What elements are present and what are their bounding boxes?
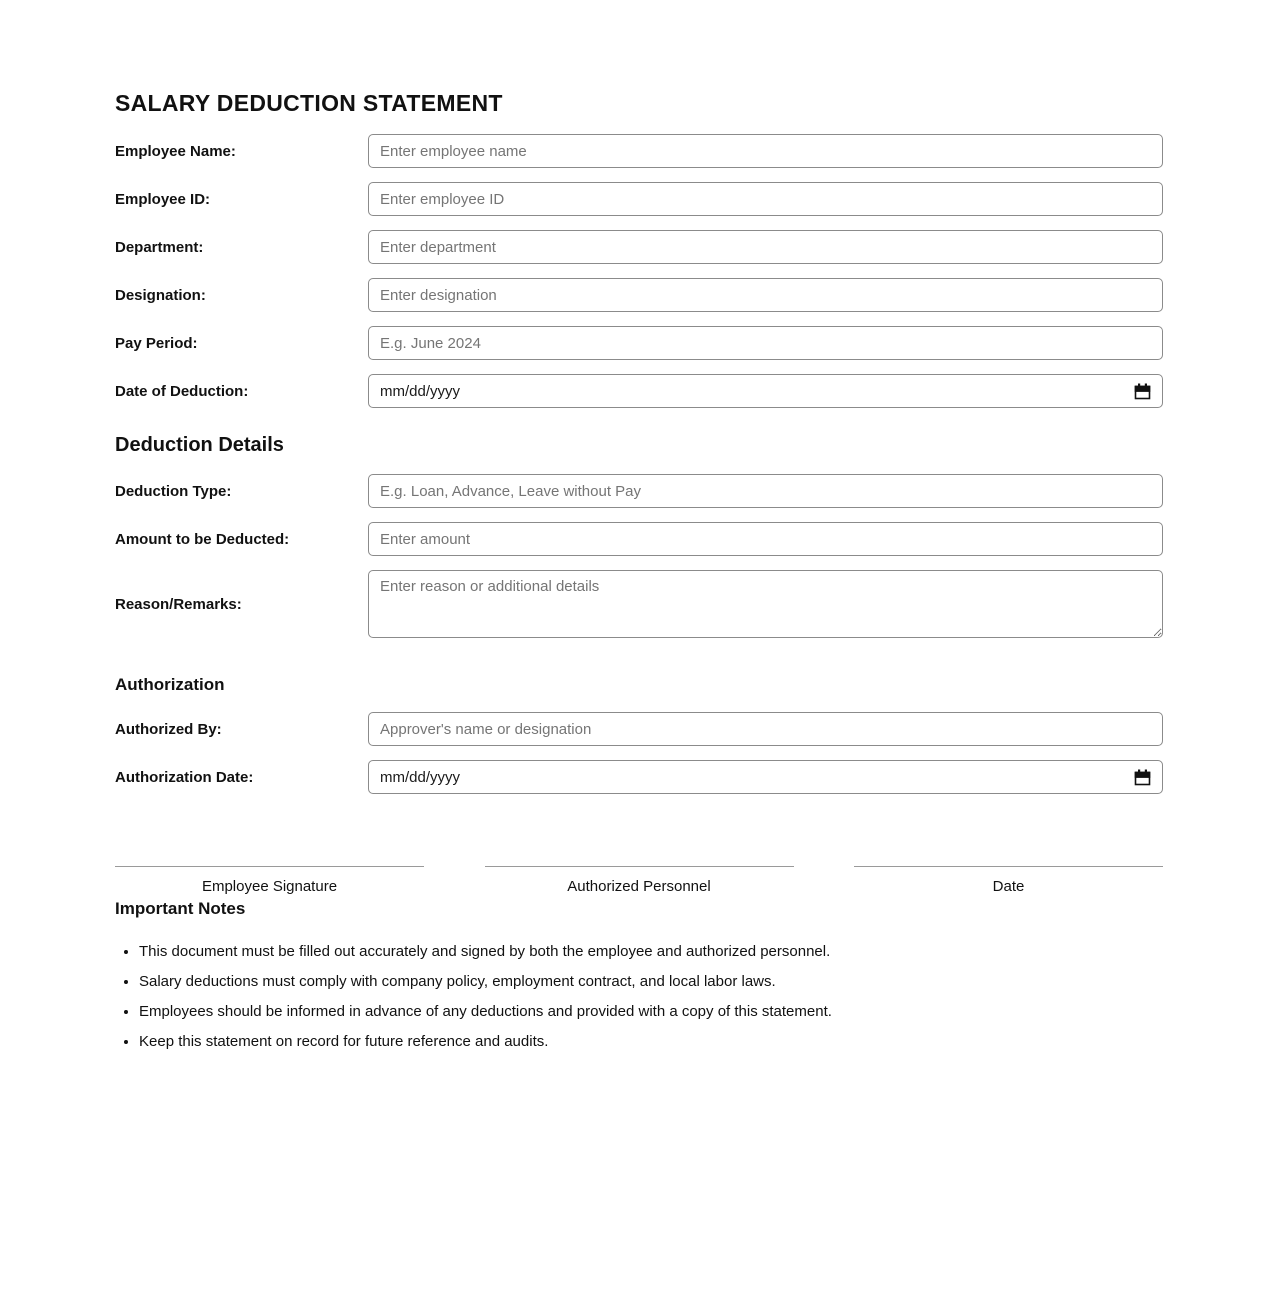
- employee-name-input[interactable]: [368, 134, 1163, 168]
- deduction-type-input[interactable]: [368, 474, 1163, 508]
- designation-label: Designation:: [115, 286, 206, 304]
- deduction-type-row: [115, 474, 1163, 508]
- calendar-icon[interactable]: [1134, 769, 1151, 786]
- reason-row: [115, 570, 1163, 638]
- authorization-heading: Authorization: [115, 675, 225, 694]
- date-placeholder-text: mm/dd/yyyy: [380, 768, 461, 786]
- date-signature-line: Date: [854, 866, 1163, 895]
- authorized-personnel-signature-line: Authorized Personnel: [485, 866, 794, 895]
- employee-id-label: Employee ID:: [115, 190, 211, 208]
- amount-row: [115, 522, 1163, 556]
- signature-block: [115, 866, 1163, 895]
- page-title: SALARY DEDUCTION STATEMENT: [115, 90, 503, 116]
- employee-id-input[interactable]: [368, 182, 1163, 216]
- department-input[interactable]: [368, 230, 1163, 264]
- reason-textarea[interactable]: [368, 570, 1163, 638]
- authorization-date-row: [115, 760, 1163, 794]
- important-notes-list: [115, 942, 1163, 1051]
- amount-input[interactable]: [368, 522, 1163, 556]
- note-item: • Employees should be informed in advance of any deductions and provided with a copy of this statement.: [139, 1002, 1163, 1021]
- salary-deduction-form: [115, 0, 1163, 1051]
- department-label: Department:: [115, 238, 204, 256]
- employee-name-label: Employee Name:: [115, 142, 236, 160]
- employee-name-row: [115, 134, 1163, 168]
- reason-label: Reason/Remarks:: [115, 595, 242, 613]
- deduction-type-label: Deduction Type:: [115, 482, 232, 500]
- pay-period-input[interactable]: [368, 326, 1163, 360]
- date-of-deduction-row: [115, 374, 1163, 408]
- note-item: • Salary deductions must comply with company policy, employment contract, and local labor laws.: [139, 972, 1163, 991]
- date-placeholder-text: mm/dd/yyyy: [380, 382, 461, 400]
- authorization-date-input[interactable]: [368, 760, 1163, 794]
- employee-id-row: [115, 182, 1163, 216]
- designation-row: [115, 278, 1163, 312]
- calendar-icon[interactable]: [1134, 383, 1151, 400]
- deduction-details-heading: Deduction Details: [115, 434, 284, 456]
- important-notes-heading: Important Notes: [115, 899, 246, 918]
- date-of-deduction-input[interactable]: [368, 374, 1163, 408]
- pay-period-row: [115, 326, 1163, 360]
- note-item: • Keep this statement on record for future reference and audits.: [139, 1032, 1163, 1051]
- authorization-date-label: Authorization Date:: [115, 768, 254, 786]
- amount-label: Amount to be Deducted:: [115, 530, 290, 548]
- authorized-by-input[interactable]: [368, 712, 1163, 746]
- note-item: • This document must be filled out accurately and signed by both the employee and authorized personnel.: [139, 942, 1163, 961]
- employee-signature-line: Employee Signature: [115, 866, 424, 895]
- authorized-by-label: Authorized By:: [115, 720, 222, 738]
- date-of-deduction-label: Date of Deduction:: [115, 382, 249, 400]
- department-row: [115, 230, 1163, 264]
- authorized-by-row: [115, 712, 1163, 746]
- designation-input[interactable]: [368, 278, 1163, 312]
- pay-period-label: Pay Period:: [115, 334, 198, 352]
